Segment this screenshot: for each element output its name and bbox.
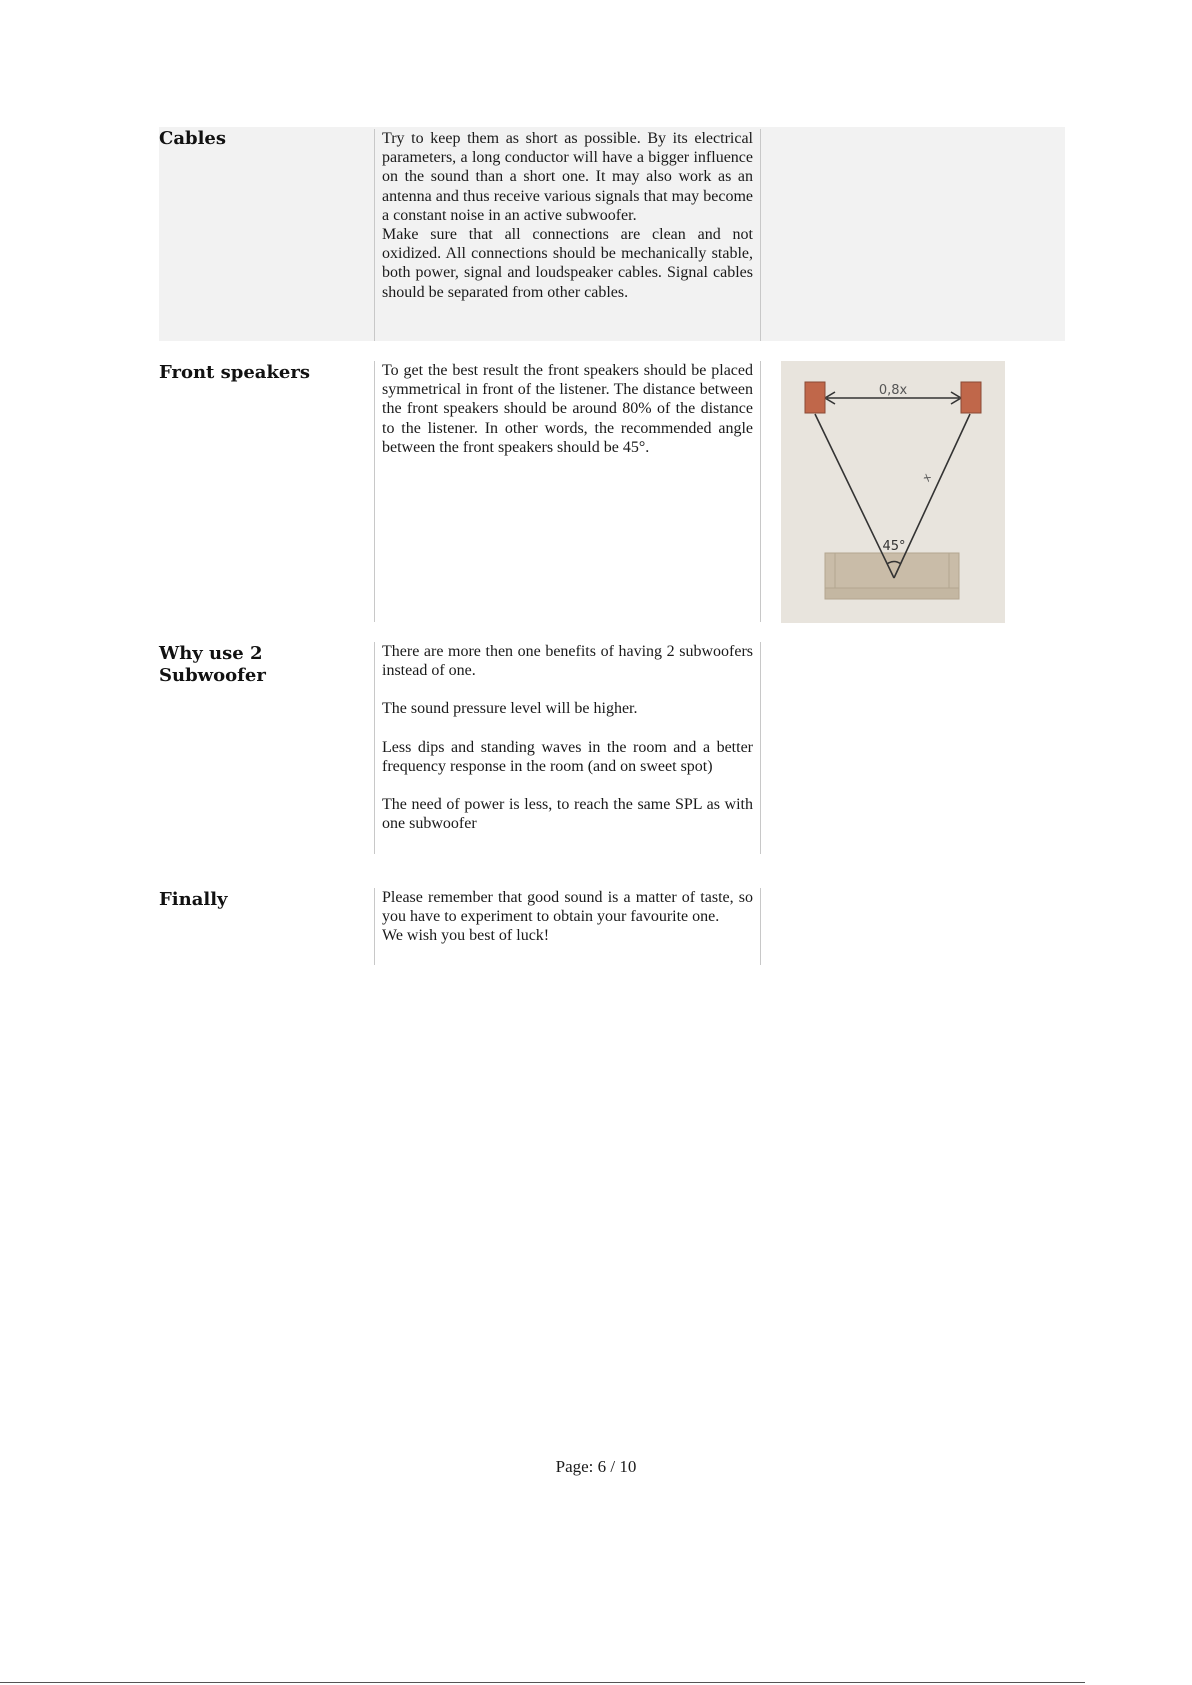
section-body: [374, 888, 761, 965]
heading-line: Subwoofer: [159, 665, 266, 686]
section-why-two-subwoofers: [159, 642, 1065, 854]
paragraph: Less dips and standing waves in the room and a better frequency response in the room (and on sweet spot): [382, 738, 753, 775]
paragraph: Try to keep them as short as possible. By its electrical parameters, a long conductor will have a bigger influence on the sound than a short one. It may also work as an antenna and thus receive various signals that may become a constant noise in an active subwoofer.: [382, 130, 753, 224]
page-number: Page: 6 / 10: [555, 1457, 637, 1476]
distance-label: 0,8x: [878, 383, 908, 398]
side-label: x: [919, 471, 935, 484]
right-speaker: [961, 382, 981, 413]
speaker-placement-svg: [781, 361, 1005, 623]
section-body: [374, 129, 761, 341]
section-heading: [159, 643, 359, 687]
paragraph: Please remember that good sound is a matter of taste, so you have to experiment to obtain your favourite one.: [382, 889, 753, 926]
section-body: [374, 361, 761, 622]
paragraph: To get the best result the front speakers should be placed symmetrical in front of the listener. The distance between the front speakers should be around 80% of the distance to the listener. In other words, the recommended angle between the front speakers should be 45°.: [382, 362, 753, 456]
sofa-seat: [825, 588, 959, 599]
paragraph: There are more then one benefits of having 2 subwoofers instead of one.: [382, 643, 753, 680]
page-bottom-rule: [0, 1682, 1085, 1683]
paragraph: The sound pressure level will be higher.: [382, 700, 638, 718]
speaker-placement-diagram: [781, 361, 1005, 623]
section-heading: Cables: [159, 128, 226, 149]
section-cables: [159, 127, 1065, 341]
angle-label: 45°: [882, 539, 906, 554]
section-heading: Finally: [159, 889, 228, 910]
section-finally: [159, 888, 1065, 966]
paragraph: Make sure that all connections are clean and not oxidized. All connections should be mechanically stable, both power, signal and loudspeaker cables. Signal cables should be separated from other cables.: [382, 226, 753, 301]
left-speaker: [805, 382, 825, 413]
section-heading: Front speakers: [159, 362, 310, 383]
paragraph: The need of power is less, to reach the same SPL as with one subwoofer: [382, 796, 753, 833]
paragraph: We wish you best of luck!: [382, 927, 550, 945]
heading-line: Why use 2: [159, 643, 263, 664]
section-body: [374, 642, 761, 854]
section-front-speakers: [159, 361, 1065, 623]
